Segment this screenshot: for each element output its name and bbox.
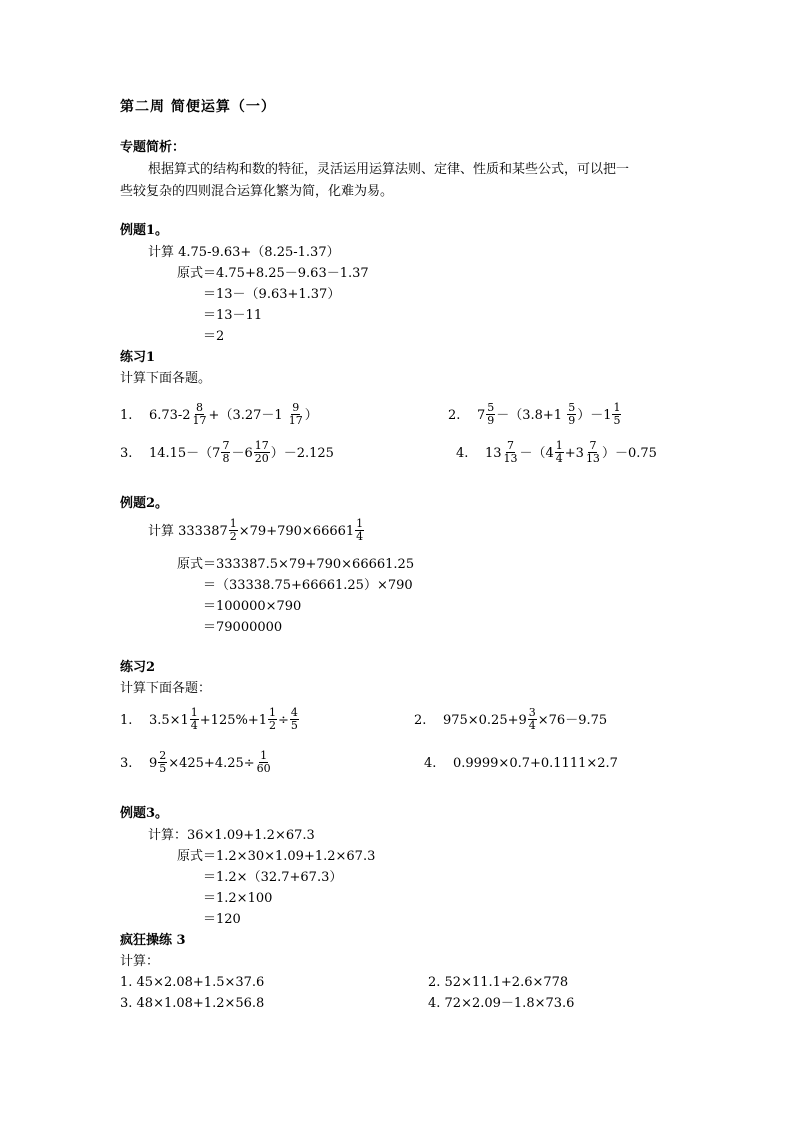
expr-part: ）－2.125 [270,446,334,461]
problem-number: 4. [456,446,469,461]
example2-heading: 例题2。 [120,496,169,511]
fraction: $\frac{17}{20}$ [254,439,269,465]
example3-step4: ＝120 [203,912,241,927]
fraction: $\frac{4}{5}$ [290,706,298,732]
practice1-problem1 [120,402,318,430]
fraction: $\frac{1}{5}$ [613,401,621,427]
example2-question [148,518,365,546]
fraction: $\frac{3}{4}$ [528,706,536,732]
fraction: $\frac{1}{60}$ [256,749,271,775]
expr-part: 7 [476,408,486,423]
expr-part: －（4 [519,446,554,461]
expr-part: －（3.8+1 [496,408,567,423]
example2-step2: ＝（33338.75+66661.25）×790 [203,578,413,593]
example3-step3: ＝1.2×100 [203,891,273,906]
example3-heading: 例题3。 [120,806,169,821]
example2-step3: ＝100000×790 [203,599,302,614]
fraction: $\frac{9}{17}$ [288,401,303,427]
expr-part: 计算 333387 [148,524,228,539]
fraction: $\frac{1}{4}$ [555,439,563,465]
example3-question: 计算：36×1.09+1.2×67.3 [148,828,315,843]
expr-part: ）－1 [577,408,612,423]
example2-step1: 原式＝333387.5×79+790×66661.25 [177,557,415,572]
problem-number: 1. [120,408,133,423]
fraction: $\frac{7}{8}$ [222,439,230,465]
problem-number: 4. [424,756,437,771]
example3-step1: 原式＝1.2×30×1.09+1.2×67.3 [177,849,376,864]
example1-step2: ＝13－（9.63+1.37） [203,287,341,302]
expr-part: +125%+1 [199,713,268,728]
practice3-item1: 1. 45×2.08+1.5×37.6 [120,975,265,990]
practice2-problem2 [414,707,607,735]
practice3-item4: 4. 72×2.09－1.8×73.6 [428,996,575,1011]
example1-step1: 原式＝4.75+8.25－9.63－1.37 [177,266,369,281]
problem-number: 3. [120,446,133,461]
expr-part: ÷ [278,713,289,728]
expr-part: ×425+4.25÷ [168,756,255,771]
practice3-item3: 3. 48×1.08+1.2×56.8 [120,996,265,1011]
practice1-problem2 [448,402,622,430]
fraction: $\frac{1}{2}$ [269,706,277,732]
expr-part: +3 [564,446,584,461]
practice2-problem4 [424,756,618,772]
practice3-instruction: 计算： [120,954,160,969]
fraction: $\frac{5}{9}$ [487,401,495,427]
practice1-instruction: 计算下面各题。 [120,371,212,386]
practice2-heading: 练习2 [120,660,156,675]
fraction: $\frac{1}{2}$ [229,517,237,543]
example1-heading: 例题1。 [120,223,169,238]
problem-number: 1. [120,713,133,728]
fraction: $\frac{8}{17}$ [192,401,207,427]
intro-text-line1: 根据算式的结构和数的特征，灵活运用运算法则、定律、性质和某些公式，可以把一 [148,162,630,177]
practice2-problem1 [120,707,300,735]
expr-part: 975×0.25+9 [442,713,527,728]
expr-part: 9 [148,756,158,771]
problem-number: 3. [120,756,133,771]
expr-part: 13 [484,446,502,461]
fraction: $\frac{2}{5}$ [159,749,167,775]
expr-part: ×76－9.75 [537,713,608,728]
practice2-instruction: 计算下面各题： [120,681,212,696]
expr-part: ） [304,408,318,423]
intro-label: 专题简析： [120,140,186,155]
practice3-heading: 疯狂操练 3 [120,933,186,948]
practice3-item2: 2. 52×11.1+2.6×778 [428,975,569,990]
page-title: 第二周 简便运算（一） [120,99,276,115]
practice2-problem3 [120,750,273,778]
example1-question: 计算 4.75-9.63+（8.25-1.37） [148,245,340,260]
example1-step4: ＝2 [203,329,225,344]
problem-number: 2. [448,408,461,423]
practice1-problem3 [120,440,334,468]
expr-part: 6.73-2 [148,408,191,423]
expr-part: 3.5×1 [148,713,189,728]
fraction: $\frac{5}{9}$ [568,401,576,427]
expr-part: +（3.27－1 [208,408,287,423]
example3-step2: ＝1.2×（32.7+67.3） [203,870,343,885]
fraction: $\frac{7}{13}$ [503,439,518,465]
fraction: $\frac{7}{13}$ [585,439,600,465]
fraction: $\frac{1}{4}$ [356,517,364,543]
practice1-problem4 [456,440,657,468]
practice1-heading: 练习1 [120,350,156,365]
expr-part: ）－0.75 [601,446,657,461]
example2-step4: ＝79000000 [203,620,283,635]
intro-text-line2: 些较复杂的四则混合运算化繁为简，化难为易。 [120,184,394,199]
expr-part: 0.9999×0.7+0.1111×2.7 [452,756,618,771]
expr-part: ×79+790×66661 [238,524,355,539]
expr-part: 14.15－（7 [148,446,221,461]
fraction: $\frac{1}{4}$ [190,706,198,732]
example1-step3: ＝13－11 [203,308,263,323]
expr-part: －6 [231,446,253,461]
problem-number: 2. [414,713,427,728]
